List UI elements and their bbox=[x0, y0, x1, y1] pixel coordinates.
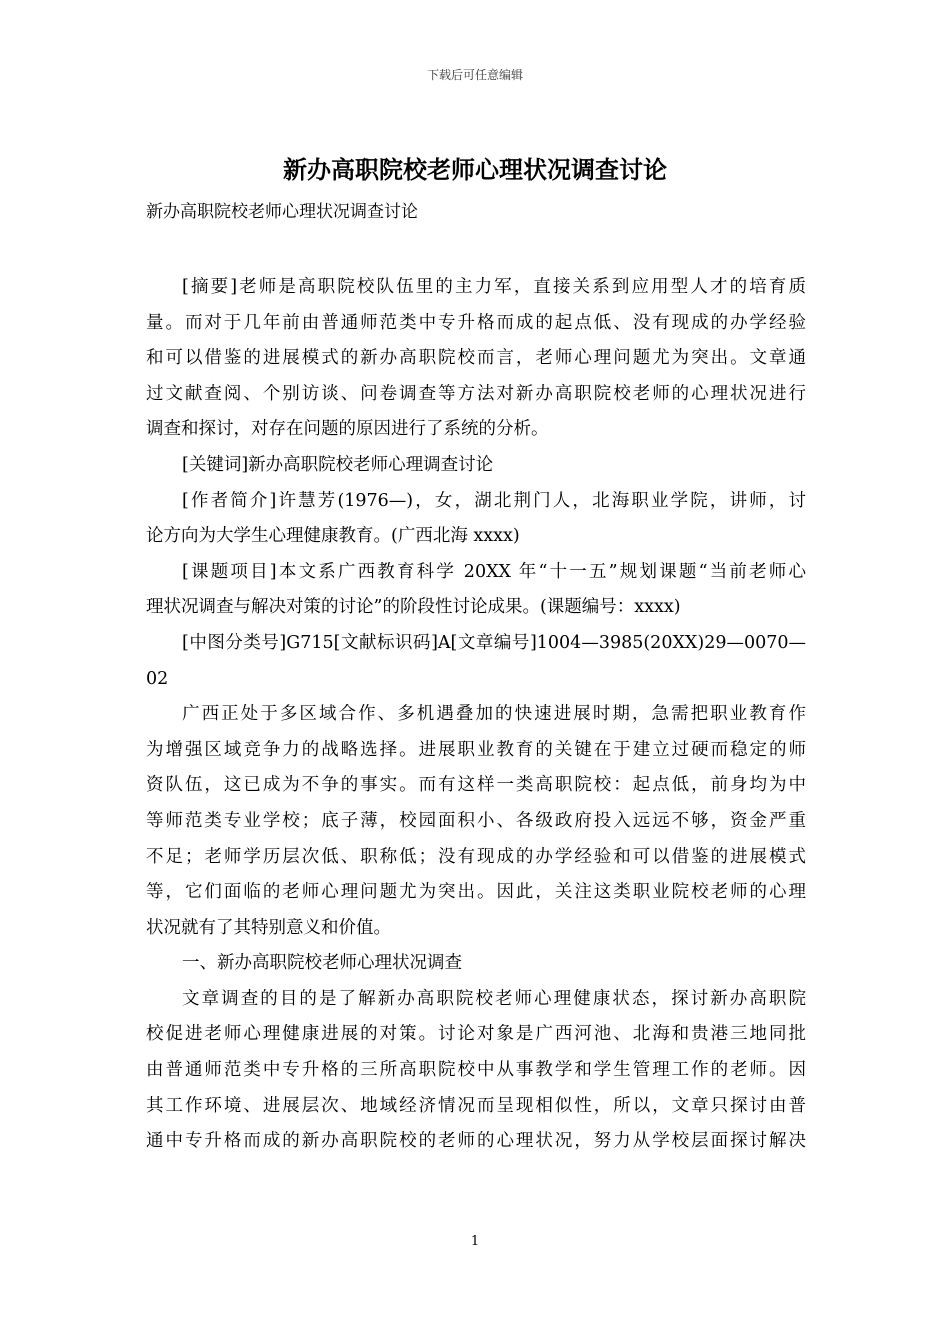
text-line: 和可以借鉴的进展模式的新办高职院校而言，老师心理问题尤为突出。文章通 bbox=[146, 348, 806, 369]
document-body bbox=[146, 270, 806, 1160]
text-line: 广西正处于多区域合作、多机遇叠加的快速进展时期，急需把职业教育作 bbox=[182, 704, 806, 725]
text-line: 02 bbox=[146, 668, 169, 689]
text-line: [作者简介]许慧芳(1976—)，女，湖北荆门人，北海职业学院，讲师，讨 bbox=[182, 490, 806, 511]
text-line: 理状况调查与解决对策的讨论”的阶段性讨论成果。(课题编号：xxxx) bbox=[146, 597, 681, 618]
section-heading bbox=[146, 946, 806, 982]
text-line: [中图分类号]G715[文献标识码]A[文章编号]1004—3985(20XX)29—0070— bbox=[182, 632, 806, 653]
text-line: [摘要]老师是高职院校队伍里的主力军，直接关系到应用型人才的培育质 bbox=[182, 277, 806, 297]
text-line: 其工作环境、进展层次、地域经济情况而呈现相似性，所以，文章只探讨由普 bbox=[146, 1095, 806, 1116]
section-paragraph bbox=[146, 982, 806, 1160]
text-line: 资队伍，这已成为不争的事实。而有这样一类高职院校：起点低，前身均为中 bbox=[146, 775, 806, 796]
intro-paragraph bbox=[146, 697, 806, 946]
page-header-note: 下载后可任意编辑 bbox=[426, 68, 523, 82]
text-line: 一、新办高职院校老师心理状况调查 bbox=[182, 953, 462, 974]
text-line: 论方向为大学生心理健康教育。(广西北海 xxxx) bbox=[146, 526, 520, 547]
text-line: 由普通师范类中专升格的三所高职院校中从事教学和学生管理工作的老师。因 bbox=[146, 1060, 806, 1081]
text-line: 过文献查阅、个别访谈、问卷调查等方法对新办高职院校老师的心理状况进行 bbox=[146, 383, 806, 404]
text-line: 通中专升格而成的新办高职院校的老师的心理状况，努力从学校层面探讨解决 bbox=[146, 1131, 806, 1152]
text-line: 文章调查的目的是了解新办高职院校老师心理健康状态，探讨新办高职院 bbox=[182, 988, 806, 1009]
text-line: [课题项目]本文系广西教育科学 20XX 年“十一五”规划课题“当前老师心 bbox=[182, 561, 806, 582]
text-line: 状况就有了其特别意义和价值。 bbox=[146, 917, 391, 938]
text-line: [关键词]新办高职院校老师心理调查讨论 bbox=[182, 454, 494, 475]
classification-paragraph bbox=[146, 626, 806, 697]
text-line: 校促进老师心理健康进展的对策。讨论对象是广西河池、北海和贵港三地同批 bbox=[146, 1024, 806, 1045]
keywords-paragraph bbox=[146, 448, 806, 484]
text-line: 量。而对于几年前由普通师范类中专升格而成的起点低、没有现成的办学经验 bbox=[146, 312, 806, 333]
text-line: 为增强区域竞争力的战略选择。进展职业教育的关键在于建立过硬而稳定的师 bbox=[146, 739, 806, 760]
abstract-paragraph bbox=[146, 270, 806, 448]
text-line: 不足；老师学历层次低、职称低；没有现成的办学经验和可以借鉴的进展模式 bbox=[146, 846, 806, 867]
page-number: 1 bbox=[470, 1234, 480, 1249]
document-subtitle: 新办高职院校老师心理状况调查讨论 bbox=[146, 202, 418, 222]
author-paragraph bbox=[146, 484, 806, 555]
text-line: 等，它们面临的老师心理问题尤为突出。因此，关注这类职业院校老师的心理 bbox=[146, 882, 806, 903]
text-line: 等师范类专业学校；底子薄，校园面积小、各级政府投入远远不够，资金严重 bbox=[146, 810, 806, 831]
project-paragraph bbox=[146, 555, 806, 626]
document-title: 新办高职院校老师心理状况调查讨论 bbox=[283, 155, 667, 184]
text-line: 调查和探讨，对存在问题的原因进行了系统的分析。 bbox=[146, 419, 549, 440]
